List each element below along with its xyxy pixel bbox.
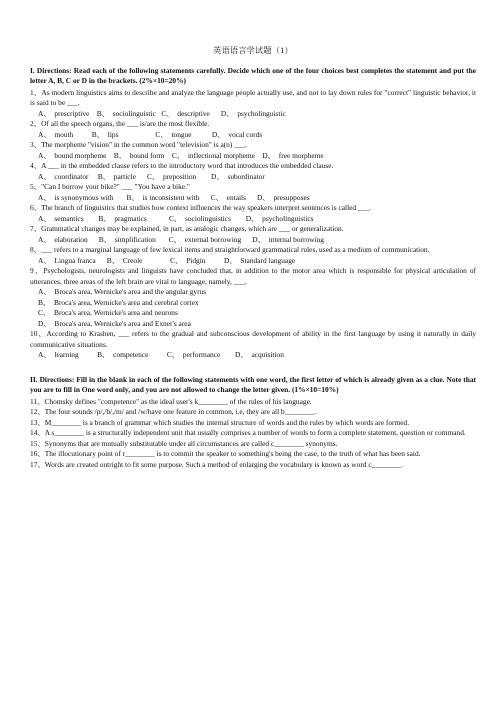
question-7: 7、Grammatical changes may be explained, in part, as analogic changes, which are ___ or generalization. [30, 224, 344, 233]
question-6-options: A、 semantics B、 pragmatics C、 sociolinguistics D、 psycholinguistics [38, 213, 314, 223]
question-13: 13、M________ is a branch of grammar which studies the internal structure of words and the rules by which words are formed. [30, 417, 410, 427]
question-5: 5、"Can I borrow your bike?" ___ "You have a bike." [30, 182, 190, 191]
section-1-heading: I. Directions: Read each of the following statements carefully. Decide which one of the four choices best completes the statement and put the letter A, B, C or D in the brackets. (2%×10=20%) [30, 65, 476, 85]
question-16: 16、The illocutionary point of r________ is to commit the speaker to something's being the case, to the truth of what has been said. [30, 449, 421, 458]
section-spacer [30, 361, 476, 373]
question-9: 9、Psychologists, neurologists and linguists have concluded that, in addition to the motor area which is responsible for physical articulation of utterances, three areas of the left brain are vital to language, namely, ___. [30, 266, 476, 286]
section-2-heading: II. Directions: Fill in the blank in each of the following statements with one word, the first letter of which is already given as a clue. Note that you are to fill in One word only, and you are not allowed to change the letter given. (1%×10=10%) [30, 374, 476, 394]
question-10: 10、According to Krashen, ___ refers to the gradual and subconscious development of ability in the first language by using it naturally in daily communicative situations. [30, 329, 476, 349]
section-1-questions [30, 88, 476, 361]
page-title: 英语语言学试题（1） [213, 46, 293, 55]
question-1-options: A、 prescriptive B、 sociolinguistic C、 descriptive D、 psycholinguistic [38, 108, 286, 118]
question-3-options: A、 bound morpheme B、 bound form C、 inflectional morpheme D、 free morpheme [38, 150, 324, 160]
exam-page [30, 46, 476, 470]
question-10-options: A、 learning B、 competence C、 performance D、 acquisition [38, 350, 284, 359]
question-9-options: A、 Broca's area, Wernicke's area and the angular gyrus B、 Broca's area, Wernicke's area and cerebral cortex C、 Broca's area, Wernicke's area and neurons D、 Broca's area, Wernicke's area and Exner's area [38, 287, 207, 328]
question-5-options: A、 is synonymous with B、 is inconsistent with C、 entails D、 presupposes [38, 192, 310, 202]
question-4-options: A、 coordinator B、 particle C、 preposition D、 subordinator [38, 171, 265, 181]
question-12: 12、The four sounds /p/,/b/,/m/ and /w/have one feature in common, i.e, they are all b________. [30, 407, 317, 416]
question-1: 1、As modern linguistics aims to describe and analyze the language people actually use, and not to lay down rules for "correct" linguistic behavior, it is said to be ___. [30, 87, 476, 107]
question-6: 6、The branch of linguistics that studies how context influences the way speakers interpret sentences is called ___. [30, 203, 371, 212]
question-8-options: A、 Lingua franca B、 Creole C、 Pidgin D、 Standard language [38, 255, 296, 265]
question-3: 3、The morpheme "vision" in the common word "television" is a(n) ___. [30, 140, 248, 149]
question-11: 11、Chomsky defines "competence" as the ideal user's k________ of the rules of his language. [30, 396, 312, 406]
question-15: 15、Synonyms that are mutually substitutable under all circumstances are called c________ synonyms. [30, 438, 338, 448]
question-2-options: A、 mouth B、 lips C、 tongue D、 vocal cords [38, 129, 263, 139]
question-17: 17、Words are created outright to fit some purpose. Such a method of enlarging the vocabulary is known as word c________. [30, 459, 404, 469]
question-4: 4、A ___ in the embedded clause refers to the introductory word that introduces the embedded clause. [30, 161, 334, 170]
question-14: 14、A s________ is a structurally independent unit that usually comprises a number of words to form a complete statement, question or command. [30, 428, 466, 437]
question-8: 8、___ refers to a marginal language of few lexical items and straightforward grammatical rules, used as a medium of communication. [30, 245, 430, 254]
question-2: 2、Of all the speech organs, the ___ is/are the most flexible. [30, 119, 210, 128]
section-2-questions [30, 397, 476, 471]
question-7-options: A、 elaboration B、 simplification C、 external borrowing D、 internal borrowing [38, 234, 324, 244]
